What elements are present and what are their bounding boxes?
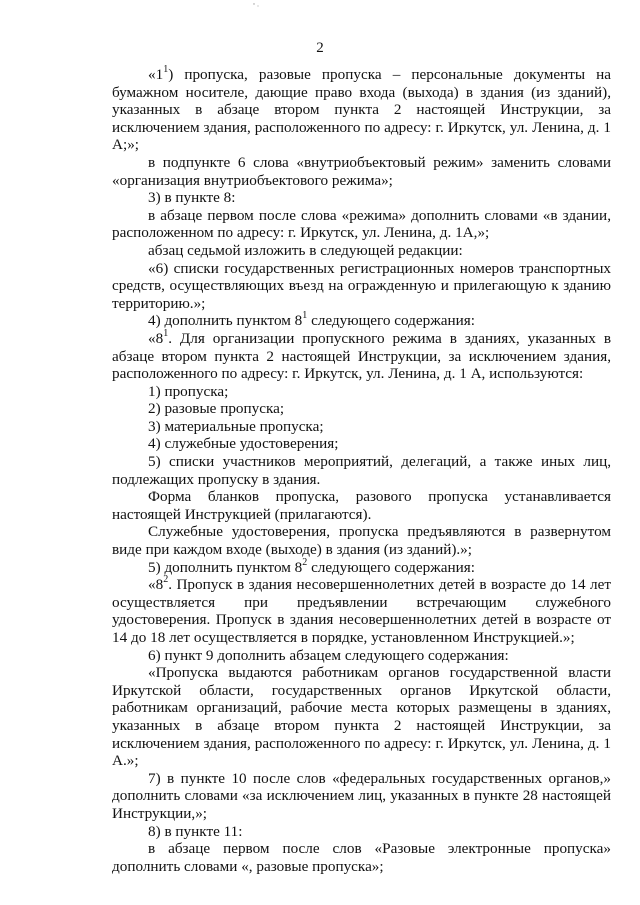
paragraph-first-abzac-point-11: в абзаце первом после слов «Разовые электронные пропуска» дополнить словами «, разовые пропуска»; xyxy=(112,840,611,875)
paragraph-vehicle-lists: «6) списки государственных регистрационных номеров транспортных средств, осуществляющих въезд на огражденную и прилегающую к зданию территорию.»; xyxy=(112,259,611,312)
paragraph-passes-issued: «Пропуска выдаются работникам органов государственной власти Иркутской области, государственных органов Иркутской области, работникам организаций, рабочие места которых размещены в зданиях, указанных в абзаце втором пункта 2 настоящей Инструкции, за исключением здания, расположенного по адресу: г. Иркутск, ул. Ленина, д. 1 А.»; xyxy=(112,664,611,770)
superscript: 1 xyxy=(302,310,308,322)
paragraph-item-3: 3) в пункте 8: xyxy=(148,189,236,207)
superscript: 1 xyxy=(163,63,169,75)
superscript: 2 xyxy=(302,556,308,568)
paragraph-service-ids: Служебные удостоверения, пропуска предъявляются в развернутом виде при каждом входе (выходе) в здания (из зданий).»; xyxy=(112,523,611,559)
superscript: 2 xyxy=(163,574,169,586)
list-item: 1) пропуска; xyxy=(148,382,229,400)
paragraph-item-8: 8) в пункте 11: xyxy=(148,822,243,840)
list-item: 2) разовые пропуска; xyxy=(148,400,285,418)
paragraph-amendment-1-1: «$1^1$) пропуска, разовые пропуска – персональные документы на бумажном носителе, дающие право входа (выхода) в здания (из зданий), указанных в абзаце втором пункта 2 настоящей Инструкции, за исключением здания, расположенного по адресу: г. Иркутск, ул. Ленина, д. 1 А;»; xyxy=(112,63,611,154)
paragraph-item-5: 5) дополнить пунктом $8^2$ следующего содержания: xyxy=(148,556,475,576)
paragraph-first-abzac-point-8: в абзаце первом после слова «режима» дополнить словами «в здании, расположенном по адресу: г. Иркутск, ул. Ленина, д. 1А,»; xyxy=(112,206,611,242)
list-item: 5) списки участников мероприятий, делегаций, а также иных лиц, подлежащих пропуску в здания. xyxy=(112,453,611,488)
paragraph-pass-form: Форма бланков пропуска, разового пропуска устанавливается настоящей Инструкцией (прилагаются). xyxy=(112,488,611,523)
paragraph-item-4: 4) дополнить пунктом $8^1$ следующего содержания: xyxy=(148,310,475,330)
paragraph-point-8-1: «$8^1$. Для организации пропускного режима в зданиях, указанных в абзаце втором пункта 2 настоящей Инструкции, за исключением здания, расположенного по адресу: г. Иркутск, ул. Ленина, д. 1 А, используются: xyxy=(112,327,611,383)
paragraph-subpoint-6: в подпункте 6 слова «внутриобъектовый режим» заменить словами «организация внутриобъектового режима»; xyxy=(112,153,611,189)
list-item: 4) служебные удостоверения; xyxy=(148,435,339,453)
paragraph-item-7: 7) в пункте 10 после слов «федеральных государственных органов,» дополнить словами «за исключением лиц, указанных в пункте 28 настоящей Инструкции,»; xyxy=(112,769,611,822)
superscript: 1 xyxy=(163,327,169,339)
list-item: 3) материальные пропуска; xyxy=(148,417,324,435)
paragraph-item-6: 6) пункт 9 дополнить абзацем следующего содержания: xyxy=(148,646,509,664)
page-number: 2 xyxy=(316,40,324,56)
paragraph-point-8-2: «$8^2$. Пропуск в здания несовершеннолетних детей в возрасте до 14 лет осуществляется при предъявлении встречающим служебного удостоверения. Пропуск в здания несовершеннолетних детей в возрасте от 14 до 18 лет осуществляется в порядке, установленном Инструкцией.»; xyxy=(112,574,611,646)
document-body xyxy=(112,63,611,875)
paragraph-seventh-abzac: абзац седьмой изложить в следующей редакции: xyxy=(148,241,463,259)
scan-speck xyxy=(252,2,262,8)
